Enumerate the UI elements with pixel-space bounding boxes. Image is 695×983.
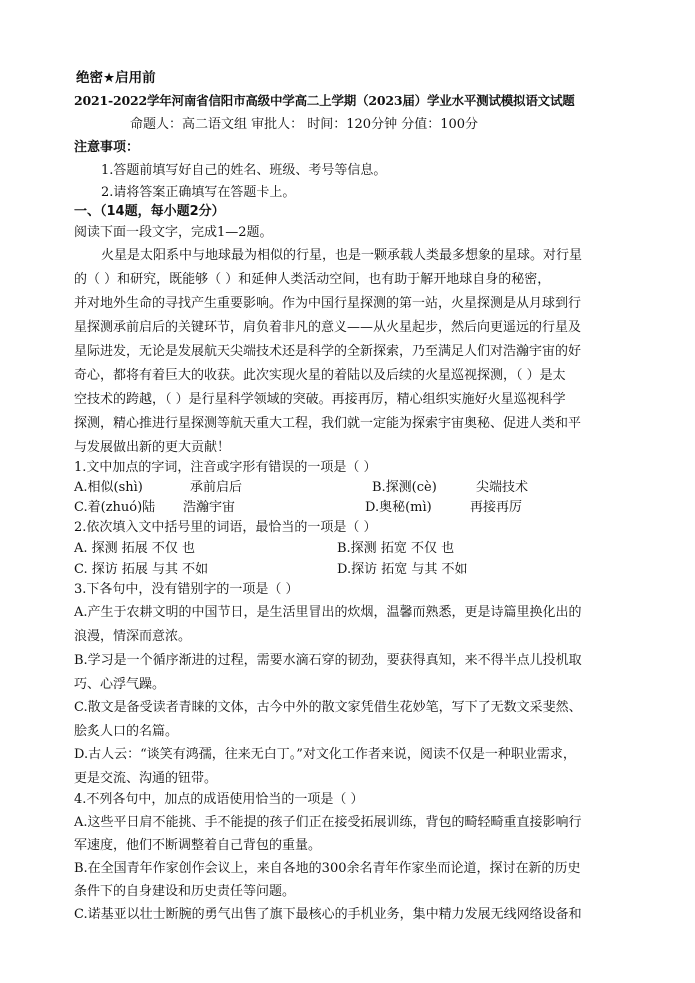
option-line: A.这些平日肩不能挑、手不能提的孩子们正在接受拓展训练，背包的畸轻畸重直接影响行 (74, 815, 582, 830)
question-1-stem: 1.文中加点的字词，注音或字形有错误的一项是（ ） (74, 460, 377, 475)
section-heading: 一、（14题，每小题2分） (74, 204, 225, 219)
option-line: 浪漫，情深而意浓。 (74, 629, 192, 644)
secret-mark: 绝密★启用前 (76, 70, 156, 86)
option-b-word: 尖端技术 (476, 480, 529, 495)
passage-line: 星际进发，无论是发展航天尖端技术还是科学的全新探索，乃至满足人们对浩瀚宇宙的好 (74, 344, 582, 359)
option-c: C.着(zhuó)陆 (74, 500, 156, 515)
exam-title: 2021-2022学年河南省信阳市高级中学高二上学期（2023届）学业水平测试模拟语文试题 (74, 93, 575, 108)
option-d: D.探访 拓宽 与其 不如 (337, 562, 468, 577)
question-2-stem: 2.依次填入文中括号里的词语，最恰当的一项是（ ） (74, 520, 377, 535)
passage-line: 空技术的跨越，（ ）是行星科学领域的突破。再接再厉，精心组织实施好火星巡视科学 (74, 392, 566, 407)
option-a: A.相似(shì) (74, 480, 143, 495)
notes-heading: 注意事项： (74, 140, 140, 155)
option-line: B.学习是一个循序渐进的过程，需要水滴石穿的韧劲，要获得真知，来不得半点儿投机取 (74, 653, 582, 668)
option-line: 条件下的自身建设和历史责任等问题。 (74, 884, 296, 899)
passage-line: 探测，精心推进行星探测等航天重大工程，我们就一定能为探索宇宙奥秘、促进人类和平 (74, 416, 582, 431)
passage-line: 奇心，都将有着巨大的收获。此次实现火星的着陆以及后续的火星巡视探测，（ ）是太 (74, 368, 566, 383)
option-d-word: 再接再厉 (470, 500, 523, 515)
option-line: 脍炙人口的名篇。 (74, 724, 179, 739)
option-line: 巧、心浮气躁。 (74, 677, 166, 692)
option-c: C. 探访 拓展 与其 不如 (74, 562, 209, 577)
option-line: B.在全国青年作家创作会议上，来自各地的300余名青年作家坐而论道，探讨在新的历史 (74, 861, 581, 876)
option-line: 军速度，他们不断调整着自己背包的重量。 (74, 838, 322, 853)
option-line: A.产生于农耕文明的中国节日，是生活里冒出的炊烟，温馨而熟悉，更是诗篇里换化出的 (74, 605, 582, 620)
exam-meta: 命题人：高二语文组 审批人： 时间：120分钟 分值：100分 (130, 117, 479, 132)
option-a-word: 承前启后 (190, 480, 243, 495)
option-d: D.奥秘(mì) (365, 500, 432, 515)
passage-line: 星探测承前启后的关键环节，肩负着非凡的意义——从火星起步，然后向更遥远的行星及 (74, 320, 582, 335)
note-item: 1.答题前填写好自己的姓名、班级、考号等信息。 (101, 163, 387, 178)
option-b: B.探测 拓宽 不仅 也 (337, 541, 455, 556)
option-a: A. 探测 拓展 不仅 也 (74, 541, 196, 556)
option-line: 更是交流、沟通的钮带。 (74, 771, 218, 786)
passage-line: 的（ ）和研究，既能够（ ）和延伸人类活动空间，也有助于解开地球自身的秘密， (74, 272, 551, 287)
option-line: C.散文是备受读者青睐的文体，古今中外的散文家凭借生花妙笔，写下了无数文采斐然、 (74, 700, 582, 715)
question-4-stem: 4.不列各句中，加点的成语使用恰当的一项是（ ） (74, 792, 364, 807)
question-3-stem: 3.下各句中，没有错别字的一项是（ ） (74, 582, 299, 597)
passage-line: 并对地外生命的寻找产生重要影响。作为中国行星探测的第一站，火星探测是从月球到行 (74, 296, 582, 311)
note-item: 2.请将答案正确填写在答题卡上。 (101, 185, 296, 200)
option-c-word: 浩瀚宇宙 (183, 500, 236, 515)
option-line: D.古人云：“谈笑有鸿孺，往来无白丁。”对文化工作者来说，阅读不仅是一种职业需求， (74, 747, 576, 762)
passage-line: 火星是太阳系中与地球最为相似的行星，也是一颗承载人类最多想象的星球。对行星 (101, 248, 583, 263)
option-b: B.探测(cè) (372, 480, 437, 495)
passage-line: 与发展做出新的更大贡献！ (74, 440, 231, 455)
reading-instruction: 阅读下面一段文字，完成1—2题。 (74, 225, 273, 240)
option-line: C.诺基亚以壮士断腕的勇气出售了旗下最核心的手机业务，集中精力发展无线网络设备和 (74, 907, 582, 922)
